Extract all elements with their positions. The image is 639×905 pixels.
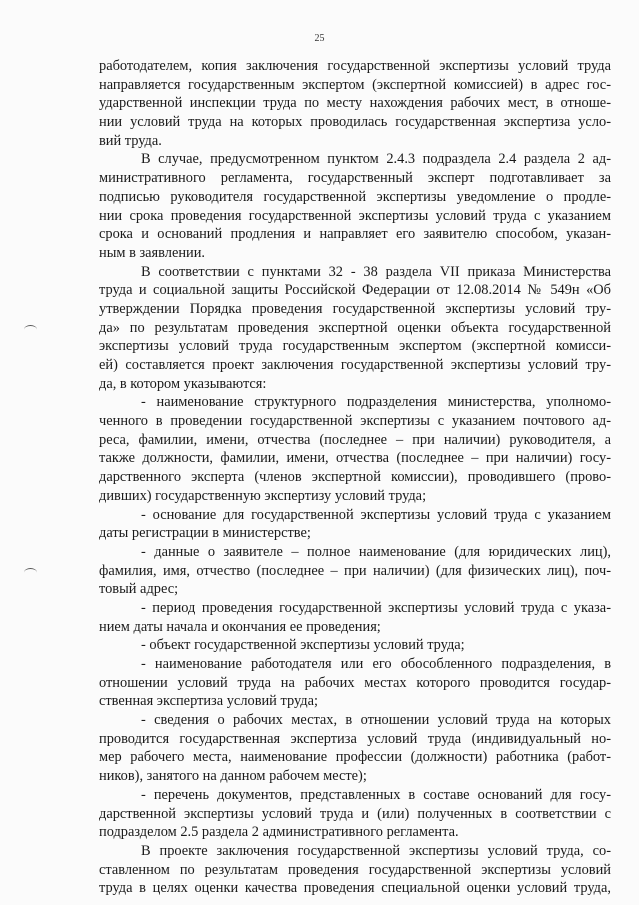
text-line: направляется государственным экспертом (экспертной комиссией) в адрес гос- <box>99 76 611 93</box>
text-line: также должности, фамилии, имени, отчества (последнее – при наличии) госу- <box>99 450 611 467</box>
text-line: дивших) государственную экспертизу условий труда; <box>99 487 427 504</box>
text-line: вий труда. <box>99 132 162 149</box>
body-text <box>99 57 611 898</box>
text-line: товый адрес; <box>99 581 179 598</box>
text-line: - наименование работодателя или его обособленного подразделения, в <box>141 656 611 672</box>
text-line: - объект государственной экспертизы условий труда; <box>141 637 465 654</box>
text-line: ей) составляется проект заключения государственной экспертизы условий тру- <box>99 357 611 373</box>
page-number: 25 <box>314 33 325 44</box>
text-line: подписью руководителя государственной экспертизы уведомление о продле- <box>99 188 611 205</box>
text-line: В соответствии с пунктами 32 - 38 раздела VII приказа Министерства <box>141 263 611 280</box>
text-line: - сведения о рабочих местах, в отношении условий труда на которых <box>141 712 611 729</box>
text-line: проводится государственная экспертиза условий труда (индивидуальный но- <box>99 730 611 747</box>
text-line: дарственного эксперта (членов экспертной комиссии), проводившего (прово- <box>99 469 611 486</box>
text-line: утверждении Порядка проведения государственной экспертизы условий тру- <box>99 300 611 317</box>
text-line: труда в целях оценки качества проведения специальной оценки условий труда, <box>99 880 611 897</box>
text-line: ченного в проведении государственной экспертизы с указанием почтового ад- <box>99 413 611 430</box>
text-line: фамилия, имя, отчество (последнее – при наличии) (для физических лиц), поч- <box>99 562 611 579</box>
margin-mark <box>24 568 37 577</box>
text-line: - перечень документов, представленных в составе оснований для госу- <box>141 786 611 803</box>
text-line: труда и социальной защиты Российской Федерации от 12.08.2014 № 549н «Об <box>99 282 611 299</box>
text-line: срока и оснований продления и направляет его заявителю способом, указан- <box>99 226 611 243</box>
text-line: - период проведения государственной экспертизы условий труда с указа- <box>141 599 611 616</box>
text-line: - основание для государственной экспертизы условий труда с указанием <box>141 506 611 523</box>
text-line: экспертизы условий труда государственным экспертом (экспертной комисси- <box>99 338 611 355</box>
text-line: ным в заявлении. <box>99 244 206 261</box>
text-line: министративного регламента, государственный эксперт подготавливает за <box>99 170 611 187</box>
text-line: ников), занятого на данном рабочем месте); <box>99 768 367 785</box>
margin-mark <box>24 325 37 334</box>
text-line: нии условий труда на которых проводилась государственная экспертиза усло- <box>99 114 611 131</box>
text-line: работодателем, копия заключения государственной экспертизы условий труда <box>99 58 611 74</box>
text-line: ственная экспертиза условий труда; <box>99 693 318 710</box>
text-line: подразделом 2.5 раздела 2 административного регламента. <box>99 824 459 841</box>
text-line: даты регистрации в министерстве; <box>99 525 311 542</box>
text-line: ставленном по результатам проведения государственной экспертизы условий <box>99 861 611 878</box>
text-line: В проекте заключения государственной экспертизы условий труда, со- <box>141 842 611 859</box>
text-line: - наименование структурного подразделения министерства, уполномо- <box>141 394 611 411</box>
text-line: да, в котором указываются: <box>99 375 267 392</box>
text-line: нием даты начала и окончания ее проведения; <box>99 618 381 635</box>
text-line: реса, фамилии, имени, отчества (последнее – при наличии) руководителя, а <box>99 431 611 448</box>
text-line: дарственной экспертизы условий труда и (или) полученных в соответствии с <box>99 805 611 822</box>
text-line: нии срока проведения государственной экспертизы условий труда с указанием <box>99 207 611 224</box>
text-line: отношении условий труда на рабочих местах которого проводится государ- <box>99 674 611 691</box>
text-line: ударственной инспекции труда по месту нахождения рабочих мест, в отноше- <box>99 95 611 112</box>
text-line: - данные о заявителе – полное наименование (для юридических лиц), <box>141 543 611 560</box>
text-line: В случае, предусмотренном пунктом 2.4.3 подраздела 2.4 раздела 2 ад- <box>141 151 611 168</box>
text-line: мер рабочего места, наименование профессии (должности) работника (работ- <box>99 749 611 766</box>
text-line: да» по результатам проведения экспертной оценки объекта государственной <box>99 319 611 336</box>
